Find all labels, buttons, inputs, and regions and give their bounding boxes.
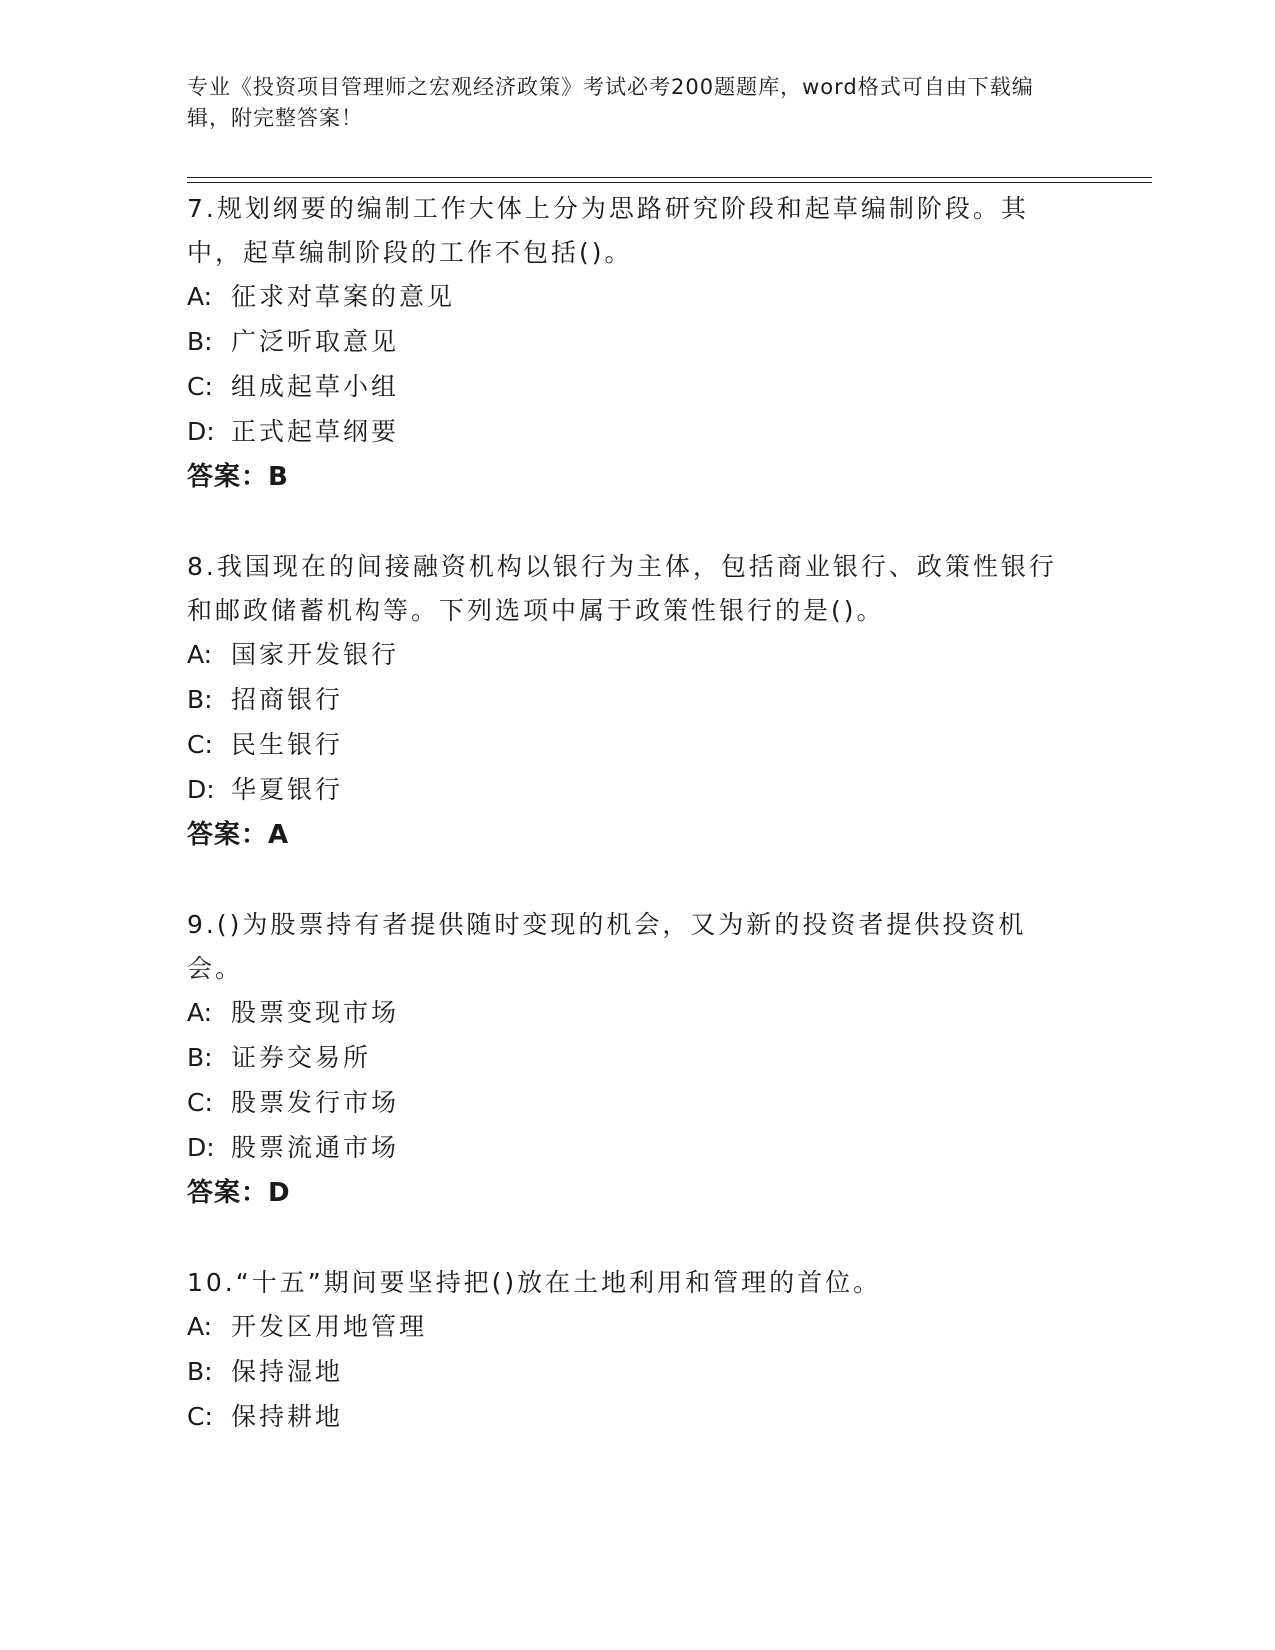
answer-text: 答案：B bbox=[187, 462, 289, 492]
option-text: 正式起草纲要 bbox=[231, 417, 400, 446]
option-text: 证券交易所 bbox=[231, 1043, 372, 1072]
option-a bbox=[187, 991, 1067, 1036]
option-c bbox=[187, 1395, 1067, 1440]
option-letter: D: bbox=[187, 775, 215, 804]
option-text: 保持耕地 bbox=[231, 1402, 344, 1431]
option-text: 广泛听取意见 bbox=[231, 327, 400, 356]
option-letter: C: bbox=[187, 372, 213, 401]
option-text: 股票变现市场 bbox=[231, 998, 400, 1027]
option-b bbox=[187, 320, 1067, 365]
option-text: 股票流通市场 bbox=[231, 1133, 400, 1162]
option-text: 招商银行 bbox=[231, 685, 344, 714]
option-c bbox=[187, 723, 1067, 768]
header-divider-top bbox=[187, 177, 1152, 178]
question-stem: 10.“十五”期间要坚持把()放在土地利用和管理的首位。 bbox=[187, 1268, 882, 1297]
option-a bbox=[187, 1305, 1067, 1350]
question-stem: 7.规划纲要的编制工作大体上分为思路研究阶段和起草编制阶段。其中，起草编制阶段的工作不包括()。 bbox=[187, 194, 1029, 267]
question-7 bbox=[187, 187, 1067, 500]
option-text: 国家开发银行 bbox=[231, 640, 400, 669]
option-d bbox=[187, 768, 1067, 813]
question-stem: 8.我国现在的间接融资机构以银行为主体，包括商业银行、政策性银行和邮政储蓄机构等。下列选项中属于政策性银行的是()。 bbox=[187, 552, 1057, 625]
option-b bbox=[187, 678, 1067, 723]
option-text: 股票发行市场 bbox=[231, 1088, 400, 1117]
option-letter: C: bbox=[187, 1088, 213, 1117]
option-letter: B: bbox=[187, 1043, 213, 1072]
option-letter: D: bbox=[187, 417, 215, 446]
option-c bbox=[187, 1081, 1067, 1126]
option-letter: B: bbox=[187, 685, 213, 714]
option-text: 征求对草案的意见 bbox=[231, 282, 456, 311]
option-letter: D: bbox=[187, 1133, 215, 1162]
option-b bbox=[187, 1036, 1067, 1081]
option-letter: C: bbox=[187, 1402, 213, 1431]
option-letter: A: bbox=[187, 640, 213, 669]
option-letter: C: bbox=[187, 730, 213, 759]
option-letter: A: bbox=[187, 1312, 213, 1341]
question-10 bbox=[187, 1261, 1067, 1440]
question-stem: 9.()为股票持有者提供随时变现的机会，又为新的投资者提供投资机会。 bbox=[187, 910, 1027, 983]
option-letter: A: bbox=[187, 282, 213, 311]
option-c bbox=[187, 365, 1067, 410]
option-letter: B: bbox=[187, 1357, 213, 1386]
option-d bbox=[187, 1126, 1067, 1171]
option-b bbox=[187, 1350, 1067, 1395]
option-d bbox=[187, 410, 1067, 455]
option-text: 保持湿地 bbox=[231, 1357, 344, 1386]
header-text: 专业《投资项目管理师之宏观经济政策》考试必考200题题库，word格式可自由下载编辑，附完整答案！ bbox=[187, 75, 1034, 130]
option-letter: A: bbox=[187, 998, 213, 1027]
option-letter: B: bbox=[187, 327, 213, 356]
option-text: 组成起草小组 bbox=[231, 372, 400, 401]
option-text: 华夏银行 bbox=[231, 775, 344, 804]
option-text: 开发区用地管理 bbox=[231, 1312, 428, 1341]
question-9 bbox=[187, 903, 1067, 1216]
question-8 bbox=[187, 545, 1067, 858]
document-header bbox=[187, 72, 1067, 134]
answer-text: 答案：D bbox=[187, 1178, 291, 1208]
option-a bbox=[187, 275, 1067, 320]
option-text: 民生银行 bbox=[231, 730, 344, 759]
answer-text: 答案：A bbox=[187, 820, 290, 850]
header-divider-bottom bbox=[187, 182, 1152, 183]
option-a bbox=[187, 633, 1067, 678]
